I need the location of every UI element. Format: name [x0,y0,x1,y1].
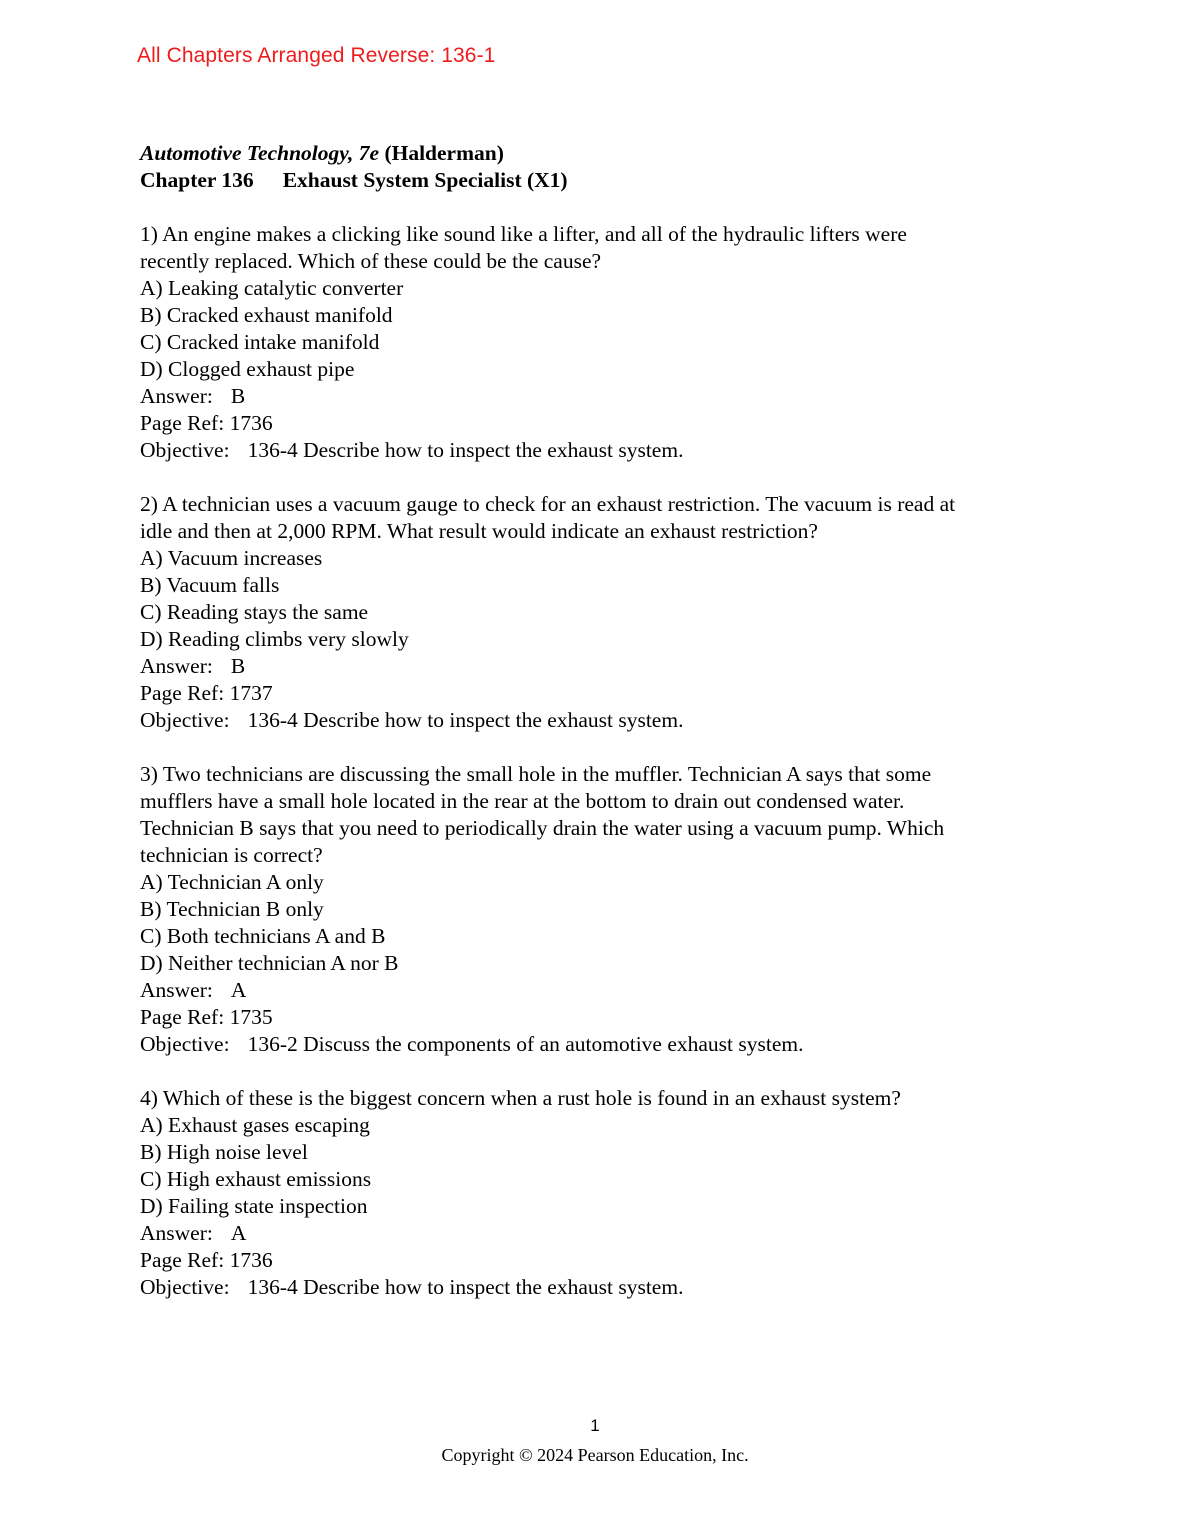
answer-option: C) Cracked intake manifold [140,330,380,354]
chapter-title-line [140,167,1040,194]
chapter-banner: All Chapters Arranged Reverse: 136-1 [137,44,496,67]
book-title: Automotive Technology, 7e [140,141,380,165]
answer-option: B) Cracked exhaust manifold [140,303,393,327]
answer-label: Answer: [140,1221,213,1245]
objective-line [140,437,1040,464]
page-ref-label: Page Ref: [140,411,230,435]
question-stem: 1) An engine makes a clicking like sound like a lifter, and all of the hydraulic lifters were [140,222,907,246]
answer-line [140,977,1040,1004]
answer-option: D) Neither technician A nor B [140,951,399,975]
answer-option: B) Vacuum falls [140,573,280,597]
objective-value: 136-4 Describe how to inspect the exhaust system. [247,438,684,462]
answer-option: A) Leaking catalytic converter [140,276,404,300]
question-stem: 4) Which of these is the biggest concern when a rust hole is found in an exhaust system? [140,1086,901,1110]
question-4 [140,1085,1040,1301]
page-ref-label: Page Ref: [140,1005,230,1029]
objective-label: Objective: [140,708,230,732]
objective-value: 136-2 Discuss the components of an automotive exhaust system. [247,1032,804,1056]
objective-value: 136-4 Describe how to inspect the exhaust system. [247,708,684,732]
question-stem: Technician B says that you need to periodically drain the water using a vacuum pump. Which [140,816,945,840]
answer-option: B) Technician B only [140,897,324,921]
book-title-line [140,140,1040,167]
answer-label: Answer: [140,654,213,678]
objective-line [140,707,1040,734]
question-stem: technician is correct? [140,843,323,867]
page-ref-line [140,1247,1040,1274]
answer-value: B [230,654,246,678]
page-ref-value: 1736 [229,1248,273,1272]
copyright-notice: Copyright © 2024 Pearson Education, Inc. [441,1445,749,1465]
answer-option: A) Technician A only [140,870,324,894]
page-ref-value: 1735 [229,1005,273,1029]
question-stem: idle and then at 2,000 RPM. What result would indicate an exhaust restriction? [140,519,818,543]
page-ref-label: Page Ref: [140,681,230,705]
page-ref-line [140,1004,1040,1031]
answer-line [140,383,1040,410]
question-2 [140,491,1040,734]
document-body [140,140,1040,1301]
answer-label: Answer: [140,978,213,1002]
question-1 [140,221,1040,464]
page-number: 1 [590,1416,600,1435]
chapter-title: Exhaust System Specialist (X1) [282,168,568,192]
answer-value: A [230,1221,247,1245]
chapter-label: Chapter 136 [140,168,254,192]
answer-line [140,653,1040,680]
question-3 [140,761,1040,1058]
page-ref-value: 1737 [229,681,273,705]
answer-value: B [230,384,246,408]
question-stem: mufflers have a small hole located in the rear at the bottom to drain out condensed water. [140,789,905,813]
objective-label: Objective: [140,438,230,462]
objective-label: Objective: [140,1032,230,1056]
objective-label: Objective: [140,1275,230,1299]
question-stem: 2) A technician uses a vacuum gauge to check for an exhaust restriction. The vacuum is read at [140,492,956,516]
page-ref-label: Page Ref: [140,1248,230,1272]
answer-option: B) High noise level [140,1140,308,1164]
question-stem: recently replaced. Which of these could be the cause? [140,249,602,273]
answer-option: C) Both technicians A and B [140,924,386,948]
answer-value: A [230,978,247,1002]
answer-option: A) Vacuum increases [140,546,323,570]
question-stem: 3) Two technicians are discussing the small hole in the muffler. Technician A says that some [140,762,932,786]
answer-option: C) Reading stays the same [140,600,369,624]
answer-option: D) Reading climbs very slowly [140,627,409,651]
objective-line [140,1031,1040,1058]
objective-line [140,1274,1040,1301]
answer-option: A) Exhaust gases escaping [140,1113,370,1137]
page-ref-value: 1736 [229,411,273,435]
book-author: (Halderman) [379,141,504,165]
document-heading [140,140,1040,194]
answer-option: C) High exhaust emissions [140,1167,372,1191]
answer-line [140,1220,1040,1247]
objective-value: 136-4 Describe how to inspect the exhaust system. [247,1275,684,1299]
page-ref-line [140,680,1040,707]
answer-label: Answer: [140,384,213,408]
page-ref-line [140,410,1040,437]
answer-option: D) Failing state inspection [140,1194,368,1218]
answer-option: D) Clogged exhaust pipe [140,357,355,381]
